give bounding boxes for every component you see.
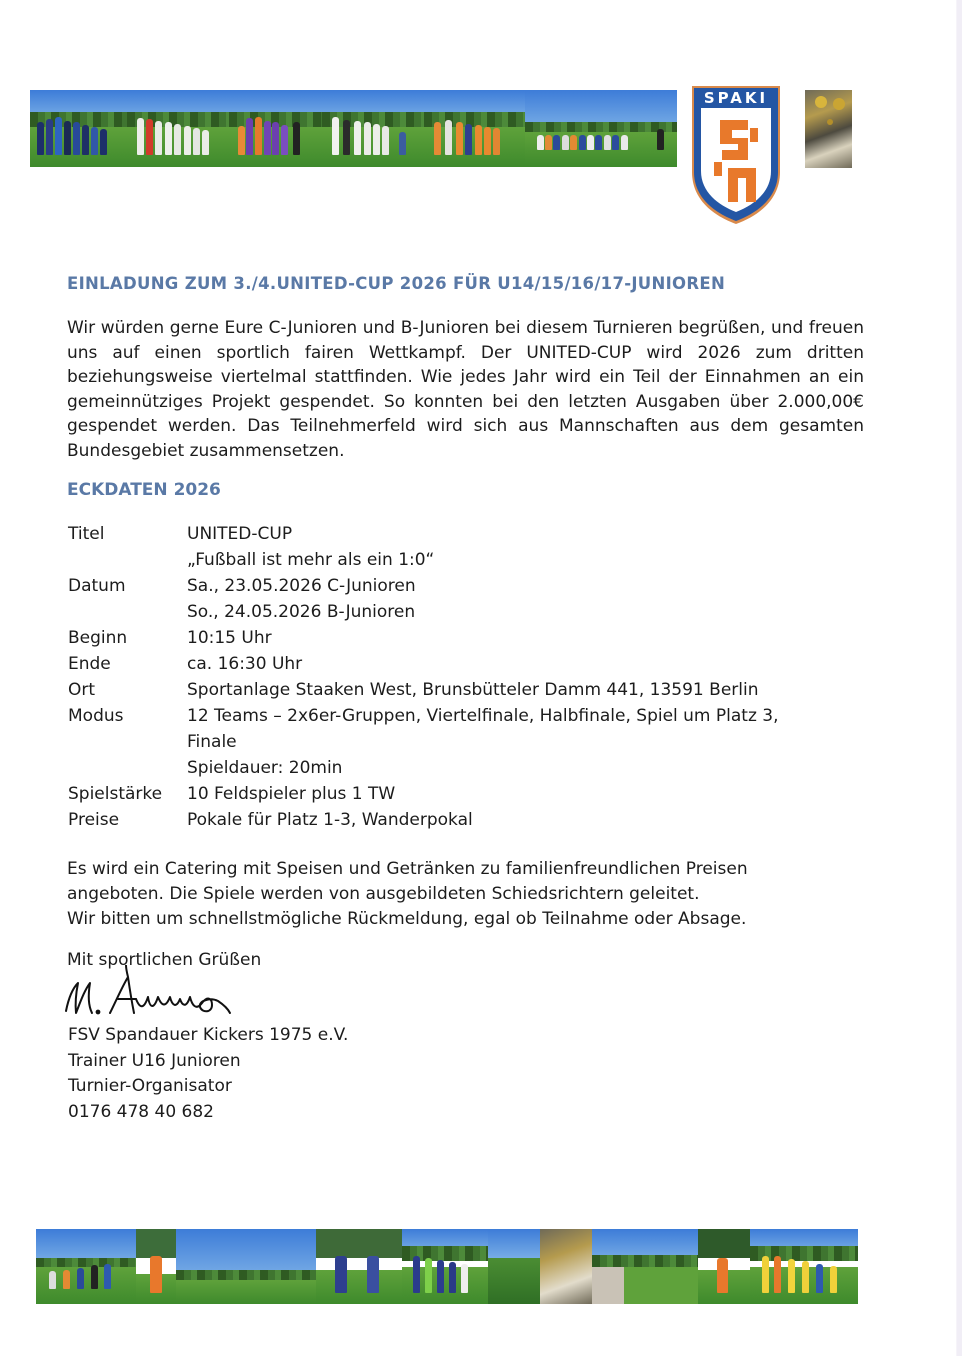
photo-team-blue: [402, 1229, 488, 1304]
sender-club: FSV Spandauer Kickers 1975 e.V.: [68, 1025, 349, 1045]
fact-label: Spielstärke: [68, 784, 163, 804]
fact-label: Beginn: [68, 628, 128, 648]
photo-players-ball: [316, 1229, 402, 1304]
fact-row-modus: [68, 703, 867, 781]
fact-value: Finale: [187, 732, 237, 752]
intro-paragraph: Wir würden gerne Eure C-Junioren und B-Junioren bei diesem Turnieren begrüßen, und freuen uns auf einen sportlich fairen Wettkampf. Der UNITED-CUP wird 2026 zum dritten beziehungsweise viertelmal stattfinden. Wie jedes Jahr wird ein Teil der Einnahmen an ein gemeinnütziges Projekt gespendet. So konnten bei den letzten Ausgaben über 2.000,00€ gespendet werden. Das Teilnehmerfeld wird sich aus Mannschaften aus dem gesamten Bundesgebiet zusammensetzen.: [67, 318, 864, 461]
fact-label: Modus: [68, 706, 124, 726]
closing-paragraph: [67, 857, 748, 932]
sender-block: [68, 1023, 348, 1125]
fact-value: So., 24.05.2026 B-Junioren: [187, 602, 416, 622]
greeting: Mit sportlichen Grüßen: [67, 950, 262, 970]
photo-teams-lineup-4: [322, 90, 424, 167]
fact-label: Ort: [68, 680, 96, 700]
fact-row-ende: [68, 651, 867, 677]
fact-value: „Fußball ist mehr als ein 1:0“: [187, 550, 435, 570]
fact-value: 10:15 Uhr: [187, 628, 272, 648]
invitation-heading: EINLADUNG ZUM 3./4.UNITED-CUP 2026 FÜR U14/15/16/17-JUNIOREN: [67, 274, 726, 293]
photo-player-kick: [698, 1229, 750, 1304]
key-facts-heading: ECKDATEN 2026: [67, 480, 221, 500]
fact-row-datum: [68, 573, 867, 625]
fact-value: Sportanlage Staaken West, Brunsbütteler Damm 441, 13591 Berlin: [187, 680, 759, 700]
photo-player-orange: [136, 1229, 176, 1304]
page-edge: [956, 0, 962, 1356]
fact-value: 10 Feldspieler plus 1 TW: [187, 784, 396, 804]
fact-row-titel: [68, 521, 867, 573]
fact-row-preise: [68, 807, 867, 833]
sender-role: Trainer U16 Junioren: [68, 1050, 241, 1071]
fact-label: Ende: [68, 654, 111, 674]
fact-value: 12 Teams – 2x6er-Gruppen, Viertelfinale, Halbfinale, Spiel um Platz 3,: [187, 706, 779, 726]
fact-row-beginn: [68, 625, 867, 651]
spaki-club-logo: [688, 84, 784, 226]
photo-team-yellow: [750, 1229, 858, 1304]
fact-label: Titel: [68, 524, 105, 544]
closing-line: Es wird ein Catering mit Speisen und Getränken zu familienfreundlichen Preisen: [67, 859, 748, 879]
fact-row-spielstaerke: [68, 781, 867, 807]
key-facts-table: [68, 521, 867, 833]
photo-teams-lineup-3: [229, 90, 322, 167]
fact-value: Sa., 23.05.2026 C-Junioren: [187, 576, 416, 596]
sender-phone: 0176 478 40 682: [68, 1101, 215, 1122]
photo-trophies: [540, 1229, 592, 1304]
fact-label: Datum: [68, 576, 126, 596]
fact-value: ca. 16:30 Uhr: [187, 654, 303, 674]
top-photo-banner: [30, 90, 677, 167]
fact-value: UNITED-CUP: [187, 524, 293, 544]
photo-lineup-sideline: [36, 1229, 136, 1304]
photo-teams-lineup-6: [525, 90, 677, 167]
fact-label: Preise: [68, 810, 120, 830]
photo-spectators: [592, 1229, 698, 1304]
fact-value: Pokale für Platz 1-3, Wanderpokal: [187, 810, 473, 830]
photo-pitch-line: [488, 1229, 540, 1304]
handwritten-signature: [62, 965, 237, 1020]
fact-row-ort: [68, 677, 867, 703]
photo-teams-lineup-2: [127, 90, 229, 167]
closing-line: Wir bitten um schnellstmögliche Rückmeldung, egal ob Teilnahme oder Absage.: [67, 909, 747, 929]
bottom-photo-banner: [36, 1229, 858, 1304]
trophies-photo: [805, 90, 852, 168]
photo-teams-lineup-1: [30, 90, 127, 167]
logo-text: SPAKI: [703, 89, 769, 107]
fact-value: Spieldauer: 20min: [187, 758, 343, 778]
sender-function: Turnier-Organisator: [68, 1076, 232, 1096]
photo-teams-lineup-5: [424, 90, 525, 167]
photo-field-wide: [176, 1229, 316, 1304]
closing-line: angeboten. Die Spiele werden von ausgebildeten Schiedsrichtern geleitet.: [67, 884, 700, 904]
